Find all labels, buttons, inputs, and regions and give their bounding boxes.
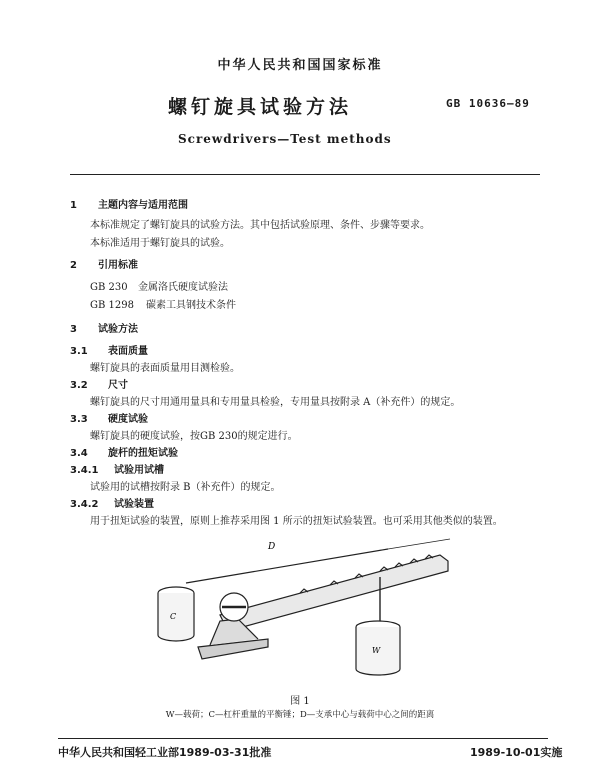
section-3-4-1-para: 试验用的试槽按附录 B（补充件）的规定。 — [90, 482, 281, 493]
section-title: 试验用试槽 — [114, 465, 164, 476]
section-3-4-2-heading — [70, 495, 154, 510]
section-2-heading — [70, 256, 138, 271]
section-number: 2 — [70, 260, 77, 271]
torque-test-apparatus-figure — [150, 535, 470, 685]
section-number: 3.1 — [70, 346, 88, 357]
section-3-1-para: 螺钉旋具的表面质量用目测检验。 — [90, 363, 240, 374]
section-title: 引用标准 — [98, 260, 138, 271]
section-number: 3.4.2 — [70, 499, 99, 510]
header-rule — [70, 174, 540, 175]
section-number: 3.4 — [70, 448, 88, 459]
section-number: 3.4.1 — [70, 465, 99, 476]
counterweight-label-c: C — [170, 612, 177, 621]
section-3-1-heading — [70, 342, 148, 357]
section-1-heading — [70, 196, 188, 211]
section-title: 主题内容与适用范围 — [98, 200, 188, 211]
section-title: 尺寸 — [108, 380, 128, 391]
section-3-3-para: 螺钉旋具的硬度试验，按GB 230的规定进行。 — [90, 431, 298, 442]
approval-statement: 中华人民共和国轻工业部1989-03-31批准 — [58, 746, 272, 759]
section-number: 1 — [70, 200, 77, 211]
section-3-2-heading — [70, 376, 128, 391]
section-title: 试验方法 — [98, 324, 138, 335]
figure-caption: 图 1 — [290, 696, 310, 707]
footer-rule — [58, 738, 548, 739]
reference-2 — [90, 296, 236, 311]
reference-1 — [90, 278, 228, 293]
effective-date: 1989-10-01实施 — [470, 746, 563, 759]
section-title: 表面质量 — [108, 346, 148, 357]
dimension-label-d: D — [268, 542, 276, 552]
issuing-organization: 中华人民共和国国家标准 — [217, 58, 383, 73]
section-number: 3.2 — [70, 380, 88, 391]
load-label-w: W — [372, 646, 381, 655]
reference-name: 金属洛氏硬度试验法 — [138, 282, 228, 293]
document-title-en: Screwdrivers—Test methods — [178, 132, 392, 146]
standard-number: GB 10636—89 — [446, 97, 530, 110]
reference-code: GB 1298 — [90, 300, 134, 311]
section-3-2-para: 螺钉旋具的尺寸用通用量具和专用量具检验，专用量具按附录 A（补充件）的规定。 — [90, 397, 461, 408]
section-title: 旋杆的扭矩试验 — [108, 448, 178, 459]
section-1-para-1: 本标准规定了螺钉旋具的试验方法。其中包括试验原理、条件、步骤等要求。 — [90, 220, 430, 231]
dimension-line-right — [388, 539, 450, 549]
section-3-4-heading — [70, 444, 178, 459]
section-number: 3 — [70, 324, 77, 335]
section-title: 硬度试验 — [108, 414, 148, 425]
reference-name: 碳素工具钢技术条件 — [146, 300, 236, 311]
section-title: 试验装置 — [114, 499, 154, 510]
section-3-4-2-para: 用于扭矩试验的装置，原则上推荐采用图 1 所示的扭矩试验装置。也可采用其他类似的装置。 — [90, 516, 503, 527]
section-3-3-heading — [70, 410, 148, 425]
section-1-para-2: 本标准适用于螺钉旋具的试验。 — [90, 238, 230, 249]
document-title-cn: 螺钉旋具试验方法 — [168, 96, 353, 118]
section-3-heading — [70, 320, 138, 335]
section-number: 3.3 — [70, 414, 88, 425]
reference-code: GB 230 — [90, 282, 128, 293]
figure-legend: W—载荷；C—杠杆重量的平衡锤；D—支承中心与载荷中心之间的距离 — [165, 710, 435, 720]
lever-arm — [220, 555, 448, 631]
section-3-4-1-heading — [70, 461, 164, 476]
